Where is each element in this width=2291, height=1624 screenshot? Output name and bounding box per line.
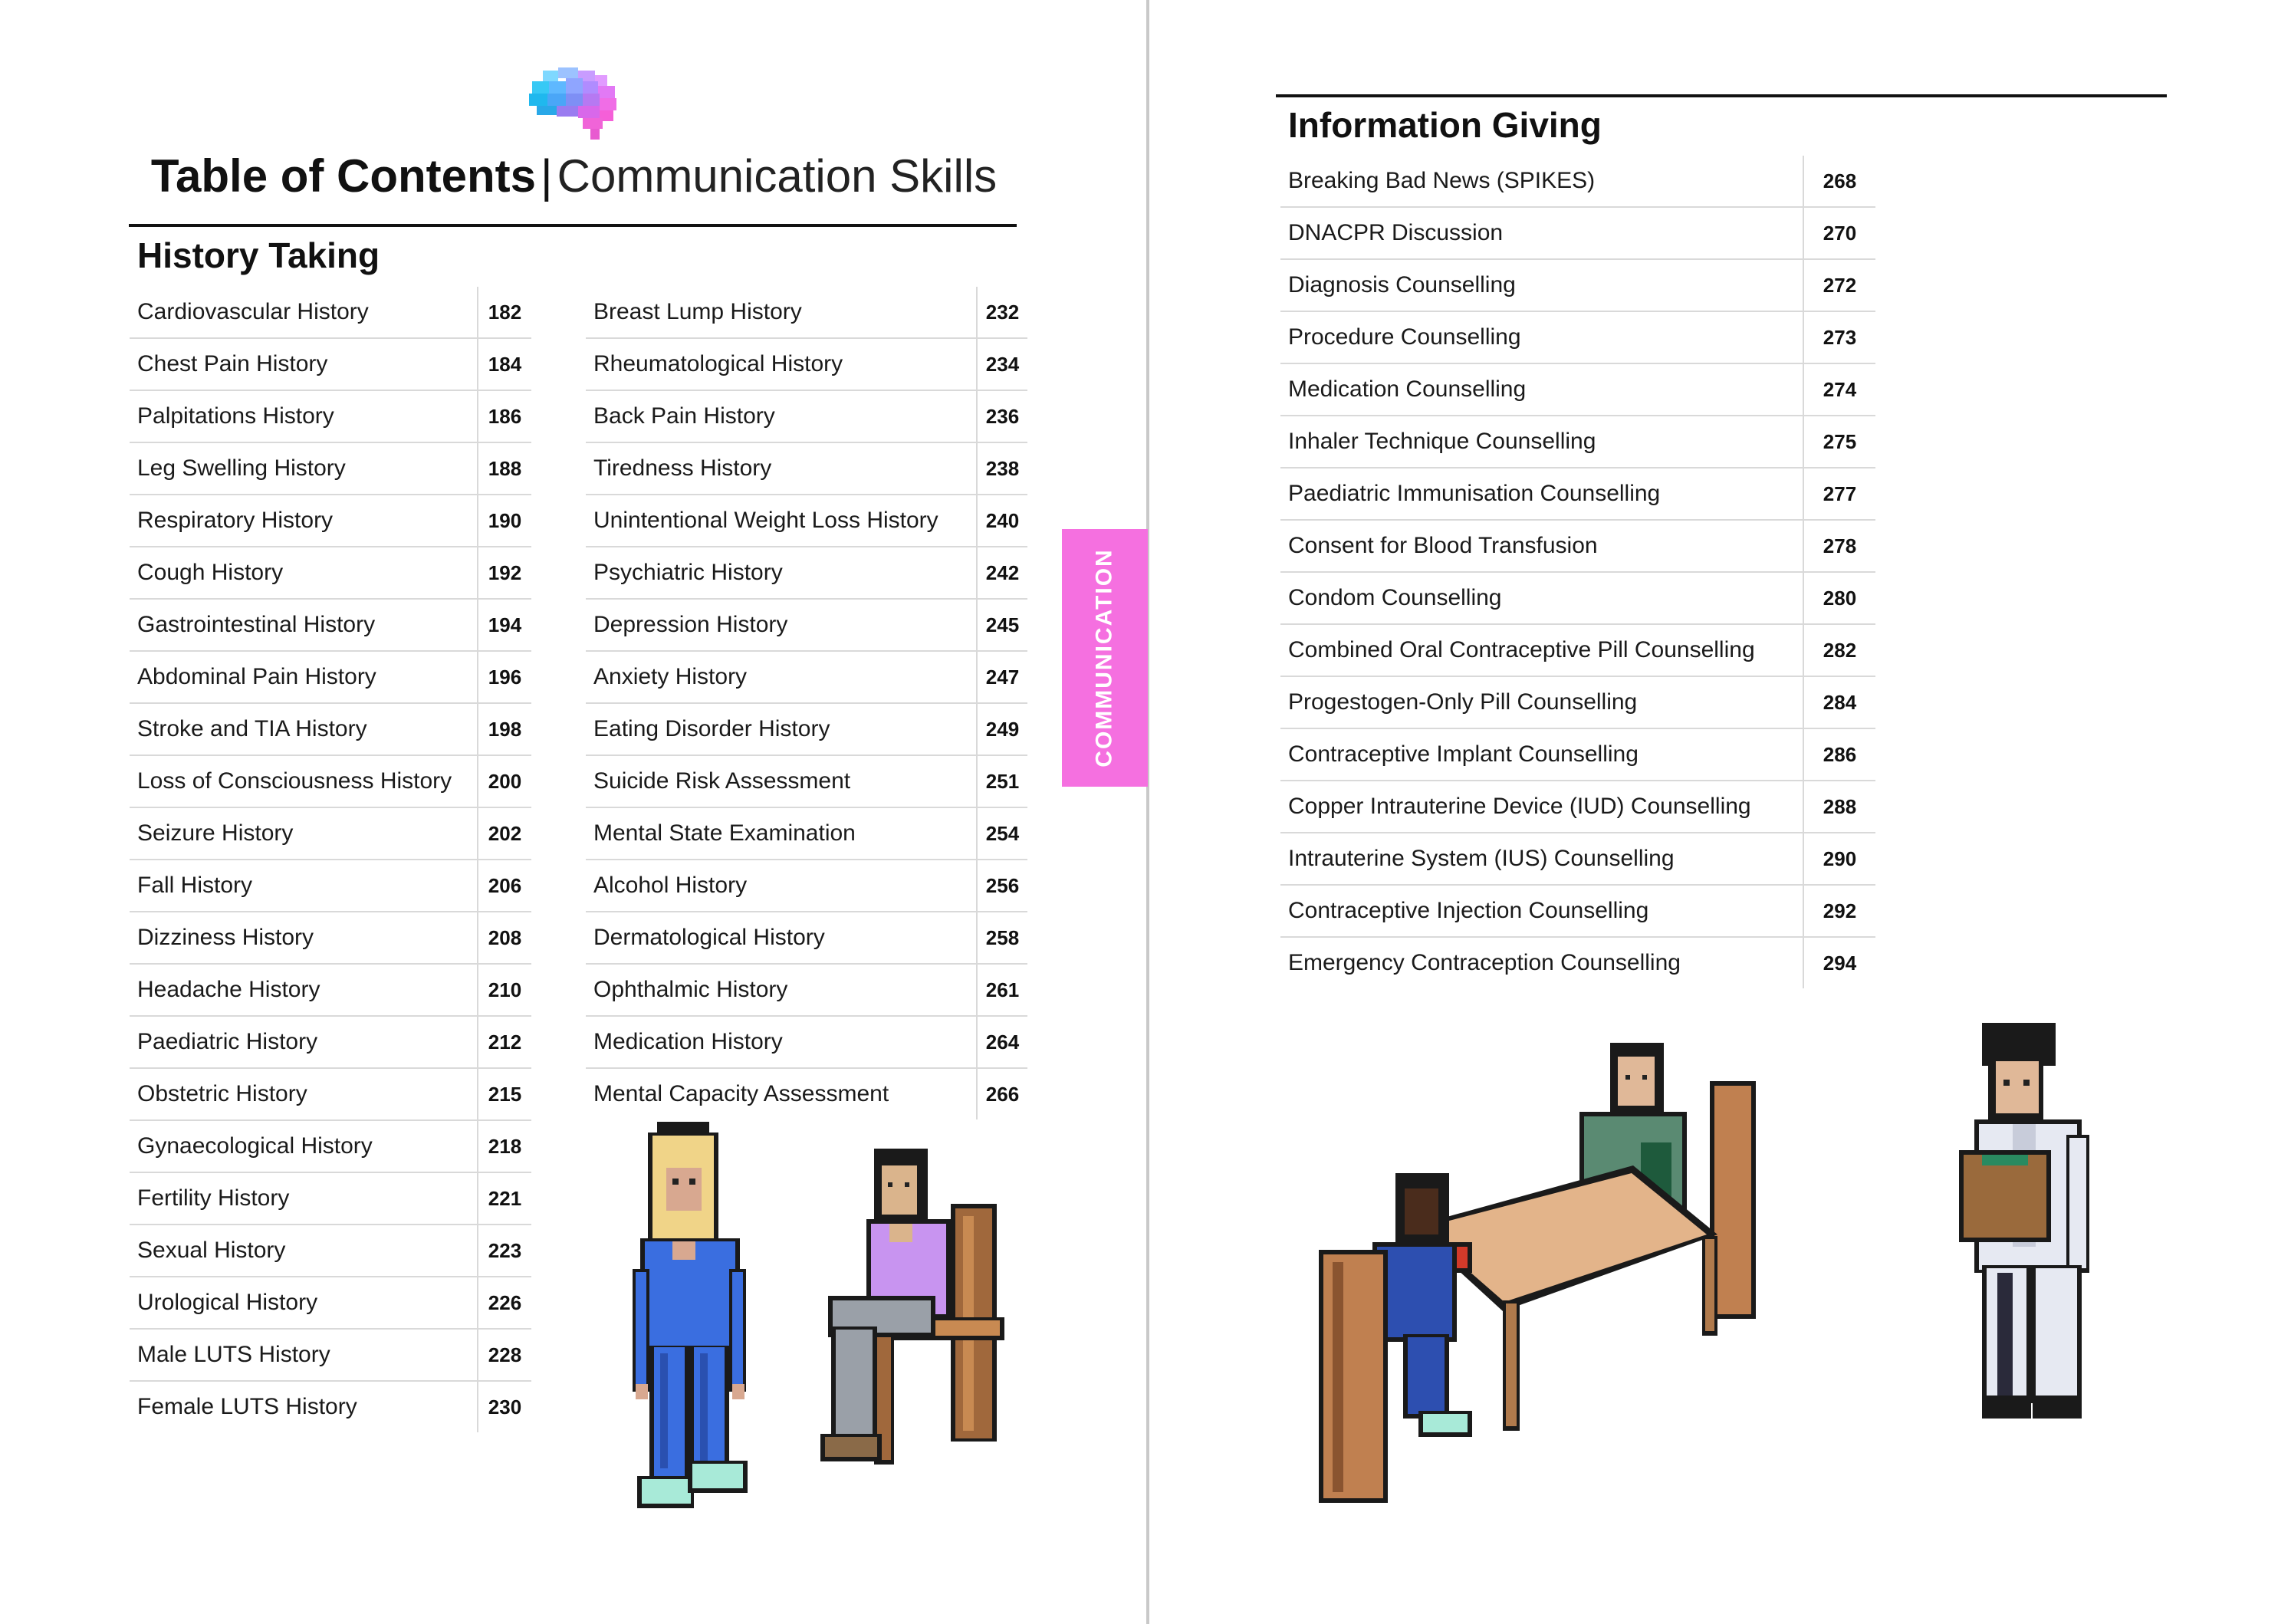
toc-row[interactable] bbox=[586, 1068, 1027, 1119]
toc-row[interactable] bbox=[1280, 468, 1875, 520]
toc-entry-title[interactable]: Gynaecological History bbox=[130, 1120, 478, 1172]
toc-entry-title[interactable]: Stroke and TIA History bbox=[130, 703, 478, 755]
history-taking-column-2 bbox=[586, 287, 1027, 1119]
toc-row[interactable] bbox=[130, 1277, 531, 1329]
toc-entry-page[interactable]: 258 bbox=[977, 912, 1027, 964]
history-taking-rule bbox=[129, 224, 1017, 227]
toc-entry-title[interactable]: Emergency Contraception Counselling bbox=[1288, 950, 1681, 975]
toc-row[interactable] bbox=[586, 599, 1027, 651]
toc-row[interactable] bbox=[130, 338, 531, 390]
toc-entry-title[interactable]: Depression History bbox=[586, 599, 977, 651]
toc-row[interactable] bbox=[1280, 416, 1875, 468]
toc-entry-title[interactable]: Cardiovascular History bbox=[130, 287, 478, 338]
toc-entry-page[interactable]: 251 bbox=[977, 755, 1027, 807]
toc-entry-page[interactable]: 268 bbox=[1803, 156, 1875, 207]
toc-row[interactable] bbox=[586, 442, 1027, 495]
toc-entry-title[interactable]: Contraceptive Injection Counselling bbox=[1280, 885, 1803, 937]
toc-entry-page[interactable]: 194 bbox=[478, 599, 531, 651]
toc-row[interactable] bbox=[130, 1068, 531, 1120]
toc-entry-page[interactable]: 280 bbox=[1803, 572, 1875, 624]
toc-entry-page[interactable]: 218 bbox=[478, 1120, 531, 1172]
toc-row[interactable] bbox=[130, 287, 531, 338]
toc-entry-title[interactable]: Medication Counselling bbox=[1280, 363, 1803, 416]
toc-entry-title[interactable]: Contraceptive Implant Counselling bbox=[1280, 728, 1803, 781]
toc-entry-page[interactable]: 242 bbox=[977, 547, 1027, 599]
toc-row[interactable] bbox=[130, 1329, 531, 1381]
toc-entry-title[interactable]: Dizziness History bbox=[130, 912, 478, 964]
toc-row[interactable] bbox=[586, 390, 1027, 442]
toc-entry-page[interactable]: 274 bbox=[1803, 363, 1875, 416]
toc-row[interactable] bbox=[1280, 624, 1875, 676]
toc-row[interactable] bbox=[130, 1381, 531, 1432]
toc-entry-title[interactable]: Tiredness History bbox=[586, 442, 977, 495]
toc-entry-title[interactable]: Mental State Examination bbox=[586, 807, 977, 860]
toc-entry-title[interactable]: Breast Lump History bbox=[586, 287, 977, 338]
toc-row[interactable] bbox=[586, 755, 1027, 807]
toc-entry-page[interactable]: 212 bbox=[478, 1016, 531, 1068]
toc-entry-page[interactable]: 230 bbox=[478, 1381, 531, 1432]
toc-entry-title[interactable]: Condom Counselling bbox=[1280, 572, 1803, 624]
toc-entry-page[interactable]: 238 bbox=[977, 442, 1027, 495]
toc-row[interactable] bbox=[130, 1016, 531, 1068]
toc-entry-page[interactable]: 186 bbox=[478, 390, 531, 442]
toc-row[interactable] bbox=[1280, 833, 1875, 885]
toc-row[interactable] bbox=[1280, 937, 1875, 988]
toc-row[interactable] bbox=[586, 338, 1027, 390]
toc-entry-page[interactable]: 286 bbox=[1803, 728, 1875, 781]
toc-row[interactable] bbox=[586, 547, 1027, 599]
toc-entry-page[interactable]: 182 bbox=[478, 287, 531, 338]
toc-row[interactable] bbox=[1280, 520, 1875, 572]
toc-row[interactable] bbox=[1280, 676, 1875, 728]
toc-row[interactable] bbox=[1280, 156, 1875, 207]
toc-entry-title[interactable]: Breaking Bad News (SPIKES) bbox=[1280, 156, 1803, 207]
toc-entry-page[interactable]: 277 bbox=[1803, 468, 1875, 520]
toc-entry-title[interactable]: Inhaler Technique Counselling bbox=[1280, 416, 1803, 468]
toc-entry-page[interactable]: 184 bbox=[478, 338, 531, 390]
toc-entry-title[interactable]: Sexual History bbox=[130, 1225, 478, 1277]
toc-row[interactable] bbox=[130, 860, 531, 912]
history-taking-column-1 bbox=[130, 287, 531, 1432]
toc-entry-title[interactable]: Rheumatological History bbox=[586, 338, 977, 390]
toc-entry-title[interactable]: Procedure Counselling bbox=[1280, 311, 1803, 363]
toc-entry-title[interactable]: Intrauterine System (IUS) Counselling bbox=[1280, 833, 1803, 885]
toc-entry-title[interactable]: Unintentional Weight Loss History bbox=[586, 495, 977, 547]
toc-entry-title[interactable]: Paediatric History bbox=[130, 1016, 478, 1068]
toc-entry-page[interactable]: 282 bbox=[1803, 624, 1875, 676]
toc-entry-page[interactable]: 200 bbox=[478, 755, 531, 807]
toc-entry-page[interactable]: 236 bbox=[977, 390, 1027, 442]
toc-entry-page[interactable]: 210 bbox=[478, 964, 531, 1016]
toc-entry-title[interactable]: Seizure History bbox=[130, 807, 478, 860]
toc-entry-title[interactable]: Psychiatric History bbox=[586, 547, 977, 599]
toc-entry-page[interactable]: 223 bbox=[478, 1225, 531, 1277]
doctor-with-clipboard-illustration bbox=[1951, 1020, 2112, 1426]
toc-row[interactable] bbox=[130, 703, 531, 755]
toc-entry-page[interactable]: 249 bbox=[977, 703, 1027, 755]
toc-entry-page[interactable]: 264 bbox=[977, 1016, 1027, 1068]
toc-row[interactable] bbox=[1280, 311, 1875, 363]
information-giving-heading: Information Giving bbox=[1288, 105, 1602, 145]
standing-nurse-illustration bbox=[625, 1116, 763, 1522]
toc-row[interactable] bbox=[586, 964, 1027, 1016]
toc-row[interactable] bbox=[586, 703, 1027, 755]
toc-row[interactable] bbox=[130, 599, 531, 651]
toc-entry-title[interactable]: DNACPR Discussion bbox=[1280, 207, 1803, 259]
toc-entry-title[interactable]: Headache History bbox=[130, 964, 478, 1016]
toc-entry-title[interactable]: Paediatric Immunisation Counselling bbox=[1280, 468, 1803, 520]
toc-entry-page[interactable]: 294 bbox=[1803, 937, 1875, 988]
section-side-tab-label: COMMUNICATION bbox=[1092, 548, 1118, 768]
toc-row[interactable] bbox=[130, 912, 531, 964]
toc-row[interactable] bbox=[1280, 781, 1875, 833]
toc-entry-title[interactable]: Palpitations History bbox=[130, 390, 478, 442]
toc-entry-page[interactable]: 232 bbox=[977, 287, 1027, 338]
toc-entry-title[interactable]: Female LUTS History bbox=[137, 1394, 357, 1419]
toc-row[interactable] bbox=[586, 1016, 1027, 1068]
toc-entry-title[interactable]: Cough History bbox=[130, 547, 478, 599]
toc-entry-page[interactable]: 245 bbox=[977, 599, 1027, 651]
toc-row[interactable] bbox=[1280, 572, 1875, 624]
history-taking-heading: History Taking bbox=[137, 235, 380, 275]
page-title bbox=[0, 146, 1148, 207]
toc-entry-title[interactable]: Anxiety History bbox=[586, 651, 977, 703]
brain-logo-icon bbox=[529, 67, 620, 144]
toc-entry-page[interactable]: 247 bbox=[977, 651, 1027, 703]
toc-entry-page[interactable]: 266 bbox=[977, 1068, 1027, 1119]
toc-entry-page[interactable]: 206 bbox=[478, 860, 531, 912]
page-title-bold: Table of Contents bbox=[150, 150, 537, 202]
toc-entry-title[interactable]: Fertility History bbox=[130, 1172, 478, 1225]
toc-row[interactable] bbox=[1280, 885, 1875, 937]
toc-row[interactable] bbox=[130, 964, 531, 1016]
toc-entry-title[interactable]: Copper Intrauterine Device (IUD) Counselling bbox=[1280, 781, 1803, 833]
toc-entry-page[interactable]: 202 bbox=[478, 807, 531, 860]
toc-row[interactable] bbox=[130, 1172, 531, 1225]
toc-entry-page[interactable]: 226 bbox=[478, 1277, 531, 1329]
toc-entry-title[interactable]: Consent for Blood Transfusion bbox=[1280, 520, 1803, 572]
toc-row[interactable] bbox=[130, 1120, 531, 1172]
toc-entry-page[interactable]: 272 bbox=[1803, 259, 1875, 311]
toc-entry-page[interactable]: 190 bbox=[478, 495, 531, 547]
toc-entry-title[interactable]: Back Pain History bbox=[586, 390, 977, 442]
toc-entry-title[interactable]: Progestogen-Only Pill Counselling bbox=[1280, 676, 1803, 728]
toc-entry-title[interactable]: Chest Pain History bbox=[130, 338, 478, 390]
section-side-tab[interactable] bbox=[1062, 529, 1148, 787]
toc-entry-title[interactable]: Mental Capacity Assessment bbox=[593, 1081, 889, 1106]
toc-row[interactable] bbox=[130, 755, 531, 807]
toc-entry-page[interactable]: 240 bbox=[977, 495, 1027, 547]
toc-entry-page[interactable]: 270 bbox=[1803, 207, 1875, 259]
toc-entry-title[interactable]: Gastrointestinal History bbox=[130, 599, 478, 651]
toc-row[interactable] bbox=[130, 390, 531, 442]
toc-row[interactable] bbox=[586, 912, 1027, 964]
toc-row[interactable] bbox=[586, 651, 1027, 703]
toc-row[interactable] bbox=[130, 547, 531, 599]
seated-patient-illustration bbox=[820, 1142, 1012, 1480]
toc-entry-title[interactable]: Fall History bbox=[130, 860, 478, 912]
toc-row[interactable] bbox=[586, 287, 1027, 338]
toc-entry-title[interactable]: Dermatological History bbox=[586, 912, 977, 964]
toc-row[interactable] bbox=[130, 1225, 531, 1277]
toc-entry-title[interactable]: Combined Oral Contraceptive Pill Counselling bbox=[1280, 624, 1803, 676]
toc-row[interactable] bbox=[130, 442, 531, 495]
toc-entry-title[interactable]: Abdominal Pain History bbox=[130, 651, 478, 703]
toc-entry-page[interactable]: 215 bbox=[478, 1068, 531, 1120]
toc-entry-title[interactable]: Loss of Consciousness History bbox=[130, 755, 478, 807]
toc-row[interactable] bbox=[130, 651, 531, 703]
toc-entry-title[interactable]: Leg Swelling History bbox=[130, 442, 478, 495]
toc-entry-page[interactable]: 196 bbox=[478, 651, 531, 703]
toc-row[interactable] bbox=[1280, 259, 1875, 311]
toc-entry-page[interactable]: 254 bbox=[977, 807, 1027, 860]
consultation-table-illustration bbox=[1319, 1035, 1779, 1503]
information-giving-list bbox=[1280, 156, 1875, 988]
toc-entry-title[interactable]: Male LUTS History bbox=[130, 1329, 478, 1381]
page-spine bbox=[1146, 0, 1149, 1624]
toc-entry-page[interactable]: 275 bbox=[1803, 416, 1875, 468]
toc-entry-page[interactable]: 228 bbox=[478, 1329, 531, 1381]
toc-row[interactable] bbox=[1280, 363, 1875, 416]
toc-row[interactable] bbox=[586, 860, 1027, 912]
toc-entry-page[interactable]: 198 bbox=[478, 703, 531, 755]
toc-entry-title[interactable]: Obstetric History bbox=[130, 1068, 478, 1120]
toc-entry-title[interactable]: Urological History bbox=[130, 1277, 478, 1329]
toc-row[interactable] bbox=[130, 495, 531, 547]
toc-entry-page[interactable]: 221 bbox=[478, 1172, 531, 1225]
toc-entry-page[interactable]: 278 bbox=[1803, 520, 1875, 572]
toc-entry-page[interactable]: 234 bbox=[977, 338, 1027, 390]
toc-entry-title[interactable]: Suicide Risk Assessment bbox=[586, 755, 977, 807]
toc-entry-page[interactable]: 290 bbox=[1803, 833, 1875, 885]
toc-row[interactable] bbox=[586, 495, 1027, 547]
toc-entry-page[interactable]: 256 bbox=[977, 860, 1027, 912]
toc-entry-title[interactable]: Eating Disorder History bbox=[586, 703, 977, 755]
toc-row[interactable] bbox=[1280, 728, 1875, 781]
page-title-subtitle: Communication Skills bbox=[557, 150, 998, 202]
toc-entry-title[interactable]: Alcohol History bbox=[586, 860, 977, 912]
toc-entry-title[interactable]: Diagnosis Counselling bbox=[1280, 259, 1803, 311]
toc-entry-title[interactable]: Respiratory History bbox=[130, 495, 478, 547]
toc-entry-page[interactable]: 273 bbox=[1803, 311, 1875, 363]
toc-entry-page[interactable]: 192 bbox=[478, 547, 531, 599]
toc-entry-page[interactable]: 188 bbox=[478, 442, 531, 495]
toc-row[interactable] bbox=[1280, 207, 1875, 259]
toc-entry-page[interactable]: 261 bbox=[977, 964, 1027, 1016]
information-giving-rule bbox=[1276, 94, 2167, 97]
title-separator: | bbox=[541, 150, 553, 202]
toc-entry-page[interactable]: 288 bbox=[1803, 781, 1875, 833]
toc-entry-title[interactable]: Ophthalmic History bbox=[586, 964, 977, 1016]
toc-row[interactable] bbox=[586, 807, 1027, 860]
toc-entry-page[interactable]: 292 bbox=[1803, 885, 1875, 937]
toc-entry-page[interactable]: 284 bbox=[1803, 676, 1875, 728]
toc-row[interactable] bbox=[130, 807, 531, 860]
toc-entry-page[interactable]: 208 bbox=[478, 912, 531, 964]
toc-entry-title[interactable]: Medication History bbox=[586, 1016, 977, 1068]
